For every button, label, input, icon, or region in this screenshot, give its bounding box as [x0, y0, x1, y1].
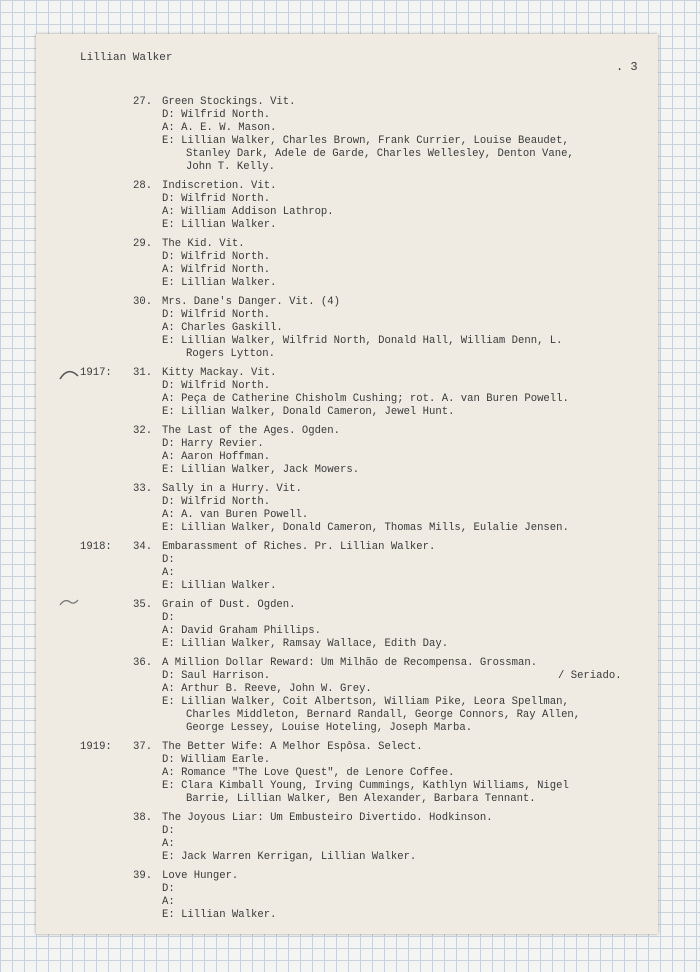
film-credit-line	[36, 193, 658, 206]
page-number: . 3	[616, 60, 638, 74]
film-entry	[36, 483, 658, 535]
entry-number: 37.	[133, 741, 153, 753]
line-text: Stanley Dark, Adele de Garde, Charles Wellesley, Denton Vane,	[186, 148, 574, 160]
line-text: D: Wilfrid North.	[162, 193, 271, 205]
film-credit-line	[36, 438, 658, 451]
film-credit-line	[36, 522, 658, 535]
film-entry	[36, 296, 658, 361]
year-label: 1917:	[80, 367, 112, 379]
line-text: A: Aaron Hoffman.	[162, 451, 271, 463]
line-text: E: Lillian Walker, Wilfrid North, Donald Hall, William Denn, L.	[162, 335, 563, 347]
line-text: A: A. van Buren Powell.	[162, 509, 309, 521]
film-credit-line	[36, 264, 658, 277]
film-entry	[36, 741, 658, 806]
line-text: Grain of Dust. Ogden.	[162, 599, 296, 611]
film-entry	[36, 96, 658, 174]
film-credit-line	[36, 793, 658, 806]
line-text: Green Stockings. Vit.	[162, 96, 296, 108]
line-text: D:	[162, 883, 175, 895]
film-entry	[36, 657, 658, 735]
film-credit-line	[36, 670, 658, 683]
filmography-list	[36, 96, 658, 928]
line-text: D: Wilfrid North.	[162, 109, 271, 121]
line-text: Indiscretion. Vit.	[162, 180, 277, 192]
line-text: Sally in a Hurry. Vit.	[162, 483, 302, 495]
film-credit-line	[36, 451, 658, 464]
film-title-line	[36, 96, 658, 109]
header-name: Lillian Walker	[80, 52, 173, 64]
film-credit-line	[36, 406, 658, 419]
film-title-line	[36, 870, 658, 883]
entry-number: 35.	[133, 599, 153, 611]
line-text: A: Wilfrid North.	[162, 264, 271, 276]
line-text: George Lessey, Louise Hoteling, Joseph Marba.	[186, 722, 473, 734]
film-credit-line	[36, 683, 658, 696]
film-credit-line	[36, 219, 658, 232]
line-text: John T. Kelly.	[186, 161, 276, 173]
line-text: Mrs. Dane's Danger. Vit. (4)	[162, 296, 341, 308]
film-credit-line	[36, 567, 658, 580]
film-title-line	[36, 541, 658, 554]
film-title-line	[36, 599, 658, 612]
film-entry	[36, 870, 658, 922]
film-title-line	[36, 180, 658, 193]
film-title-line	[36, 238, 658, 251]
line-text: Embarassment of Riches. Pr. Lillian Walker.	[162, 541, 436, 553]
film-credit-line	[36, 322, 658, 335]
film-credit-line	[36, 696, 658, 709]
line-text: E: Jack Warren Kerrigan, Lillian Walker.	[162, 851, 417, 863]
film-credit-line	[36, 206, 658, 219]
document-page	[36, 34, 658, 934]
line-text: E: Lillian Walker, Coit Albertson, William Pike, Leora Spellman,	[162, 696, 569, 708]
film-credit-line	[36, 722, 658, 735]
line-text: A: Arthur B. Reeve, John W. Grey.	[162, 683, 372, 695]
line-text: A: David Graham Phillips.	[162, 625, 321, 637]
film-credit-line	[36, 348, 658, 361]
film-credit-line	[36, 709, 658, 722]
film-credit-line	[36, 109, 658, 122]
line-text: A: Romance "The Love Quest", de Lenore Coffee.	[162, 767, 455, 779]
entry-number: 33.	[133, 483, 153, 495]
film-credit-line	[36, 335, 658, 348]
line-text: Rogers Lytton.	[186, 348, 276, 360]
entry-number: 36.	[133, 657, 153, 669]
line-text: The Last of the Ages. Ogden.	[162, 425, 341, 437]
line-text: A:	[162, 838, 175, 850]
film-credit-line	[36, 625, 658, 638]
entry-number: 34.	[133, 541, 153, 553]
film-credit-line	[36, 612, 658, 625]
line-text: The Kid. Vit.	[162, 238, 245, 250]
film-credit-line	[36, 393, 658, 406]
film-credit-line	[36, 838, 658, 851]
line-text: D:	[162, 612, 175, 624]
film-title-line	[36, 812, 658, 825]
entry-number: 39.	[133, 870, 153, 882]
line-text: A:	[162, 896, 175, 908]
line-text: D:	[162, 554, 175, 566]
line-text: Kitty Mackay. Vit.	[162, 367, 277, 379]
film-credit-line	[36, 122, 658, 135]
film-credit-line	[36, 851, 658, 864]
film-credit-line	[36, 509, 658, 522]
film-entry	[36, 541, 658, 593]
film-credit-line	[36, 277, 658, 290]
line-text: Love Hunger.	[162, 870, 239, 882]
line-text: A: A. E. W. Mason.	[162, 122, 277, 134]
film-credit-line	[36, 380, 658, 393]
line-text: Charles Middleton, Bernard Randall, George Connors, Ray Allen,	[186, 709, 581, 721]
film-credit-line	[36, 496, 658, 509]
entry-number: 28.	[133, 180, 153, 192]
line-text: A:	[162, 567, 175, 579]
film-title-line	[36, 296, 658, 309]
film-credit-line	[36, 638, 658, 651]
line-text: E: Lillian Walker, Donald Cameron, Jewel Hunt.	[162, 406, 455, 418]
film-credit-line	[36, 464, 658, 477]
line-text: A: William Addison Lathrop.	[162, 206, 334, 218]
line-text: E: Clara Kimball Young, Irving Cummings, Kathlyn Williams, Nigel	[162, 780, 569, 792]
entry-number: 38.	[133, 812, 153, 824]
line-text: D: Wilfrid North.	[162, 496, 271, 508]
line-text: E: Lillian Walker.	[162, 909, 277, 921]
entry-number: 29.	[133, 238, 153, 250]
film-title-line	[36, 367, 658, 380]
margin-note: / Seriado.	[558, 670, 622, 682]
line-text: D: Wilfrid North.	[162, 309, 271, 321]
line-text: A Million Dollar Reward: Um Milhão de Recompensa. Grossman.	[162, 657, 538, 669]
line-text: A: Peça de Catherine Chisholm Cushing; rot. A. van Buren Powell.	[162, 393, 569, 405]
line-text: E: Lillian Walker.	[162, 277, 277, 289]
film-credit-line	[36, 896, 658, 909]
film-credit-line	[36, 554, 658, 567]
film-entry	[36, 425, 658, 477]
line-text: E: Lillian Walker, Ramsay Wallace, Edith Day.	[162, 638, 449, 650]
entry-number: 30.	[133, 296, 153, 308]
line-text: E: Lillian Walker, Jack Mowers.	[162, 464, 360, 476]
film-title-line	[36, 657, 658, 670]
line-text: The Joyous Liar: Um Embusteiro Divertido. Hodkinson.	[162, 812, 493, 824]
film-credit-line	[36, 580, 658, 593]
line-text: E: Lillian Walker.	[162, 580, 277, 592]
entry-number: 31.	[133, 367, 153, 379]
film-title-line	[36, 741, 658, 754]
line-text: D: Harry Revier.	[162, 438, 264, 450]
film-credit-line	[36, 825, 658, 838]
line-text: The Better Wife: A Melhor Espôsa. Select.	[162, 741, 423, 753]
film-credit-line	[36, 883, 658, 896]
film-entry	[36, 599, 658, 651]
film-credit-line	[36, 754, 658, 767]
film-credit-line	[36, 148, 658, 161]
line-text: A: Charles Gaskill.	[162, 322, 283, 334]
line-text: Barrie, Lillian Walker, Ben Alexander, Barbara Tennant.	[186, 793, 536, 805]
film-title-line	[36, 483, 658, 496]
entry-number: 32.	[133, 425, 153, 437]
line-text: D:	[162, 825, 175, 837]
film-credit-line	[36, 780, 658, 793]
film-credit-line	[36, 161, 658, 174]
line-text: D: Wilfrid North.	[162, 380, 271, 392]
line-text: E: Lillian Walker, Charles Brown, Frank Currier, Louise Beaudet,	[162, 135, 569, 147]
film-entry	[36, 180, 658, 232]
film-entry	[36, 812, 658, 864]
line-text: E: Lillian Walker, Donald Cameron, Thomas Mills, Eulalie Jensen.	[162, 522, 569, 534]
line-text: E: Lillian Walker.	[162, 219, 277, 231]
line-text: D: William Earle.	[162, 754, 271, 766]
film-entry	[36, 367, 658, 419]
film-entry	[36, 238, 658, 290]
year-label: 1919:	[80, 741, 112, 753]
line-text: D: Wilfrid North.	[162, 251, 271, 263]
film-credit-line	[36, 135, 658, 148]
film-credit-line	[36, 767, 658, 780]
line-text: D: Saul Harrison.	[162, 670, 271, 682]
film-credit-line	[36, 909, 658, 922]
film-title-line	[36, 425, 658, 438]
film-credit-line	[36, 251, 658, 264]
entry-number: 27.	[133, 96, 153, 108]
year-label: 1918:	[80, 541, 112, 553]
film-credit-line	[36, 309, 658, 322]
